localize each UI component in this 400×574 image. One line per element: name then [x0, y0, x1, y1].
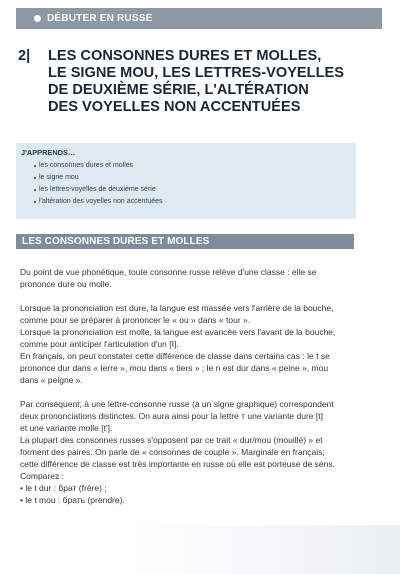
learning-goals-box	[16, 143, 356, 219]
section-heading: LES CONSONNES DURES ET MOLLES	[22, 236, 210, 247]
paragraph-line: dans « peigne ».	[20, 375, 83, 385]
bullet-icon	[34, 201, 36, 203]
lesson-title	[16, 48, 386, 116]
paragraph-line: et une variante molle [t'].	[20, 423, 113, 433]
paragraph-line: Du point de vue phonétique, toute consonne russe relève d'une classe : elle se	[20, 267, 317, 277]
learning-goal-item: les lettres-voyelles de deuxième série	[34, 184, 356, 196]
learning-goal-item: le signe mou	[34, 172, 356, 184]
paragraph-line: La plupart des consonnes russes s'opposent par ce trait « dur/mou (mouillé) » et	[20, 435, 323, 445]
paragraph-line: • le t dur : брат (frère) ;	[20, 483, 107, 493]
title-line: DES VOYELLES NON ACCENTUÉES	[48, 99, 301, 115]
lesson-number: 2|	[18, 48, 31, 64]
paragraph-line: En français, on peut constater cette différence de classe dans certains cas : le t se	[20, 351, 330, 361]
paragraph-line: cette différence de classe est très importante en russe où elle est porteuse de sens.	[20, 459, 335, 469]
page-bottom-fade	[130, 525, 400, 574]
paragraph-line: forment des paires. On parle de « consonnes de couple ». Marginale en français,	[20, 447, 325, 457]
paragraph-line: deux prononciations distinctes. On aura ainsi pour la lettre т une variante dure [t]	[20, 411, 323, 421]
section-heading-bar	[16, 234, 354, 249]
chapter-label: DÉBUTER EN RUSSE	[47, 13, 153, 24]
title-line: LE SIGNE MOU, LES LETTRES-VOYELLES	[48, 65, 344, 81]
bullet-icon	[34, 189, 36, 191]
paragraph-line: prononce dur dans « terre », mou dans « tiers » ; le n est dur dans « peine », mou	[20, 363, 329, 373]
paragraph-line: Comparez :	[20, 471, 64, 481]
learning-goal-item: l'altération des voyelles non accentuées	[34, 196, 356, 208]
bullet-dot-icon	[34, 15, 41, 22]
paragraph-line: comme pour se préparer à prononcer le « ou » dans « tour ».	[20, 315, 251, 325]
title-line: DE DEUXIÈME SÉRIE, L'ALTÉRATION	[48, 82, 309, 98]
bullet-icon	[34, 177, 36, 179]
paragraph-line: Lorsque la prononciation est molle, la langue est avancée vers l'avant de la bouche,	[20, 327, 336, 337]
paragraph-line: comme pour anticiper l'articulation d'un [I].	[20, 339, 179, 349]
learning-goals-title: J'APPRENDS…	[21, 148, 76, 157]
paragraph-line: Lorsque la prononciation est dure, la langue est massée vers l'arrière de la bouche,	[20, 303, 334, 313]
bullet-icon	[34, 165, 36, 167]
learning-goals-list	[20, 160, 356, 208]
paragraph-line: Par conséquent, à une lettre-consonne russe (à un signe graphique) correspondent	[20, 399, 334, 409]
body-text	[20, 266, 376, 506]
learning-goal-item: les consonnes dures et molles	[34, 160, 356, 172]
chapter-header-bar	[16, 8, 382, 29]
paragraph-line: • le t mou : брать (prendre).	[20, 495, 125, 505]
paragraph-line: prononce dure ou molle.	[20, 279, 112, 289]
title-line: LES CONSONNES DURES ET MOLLES,	[48, 48, 322, 64]
